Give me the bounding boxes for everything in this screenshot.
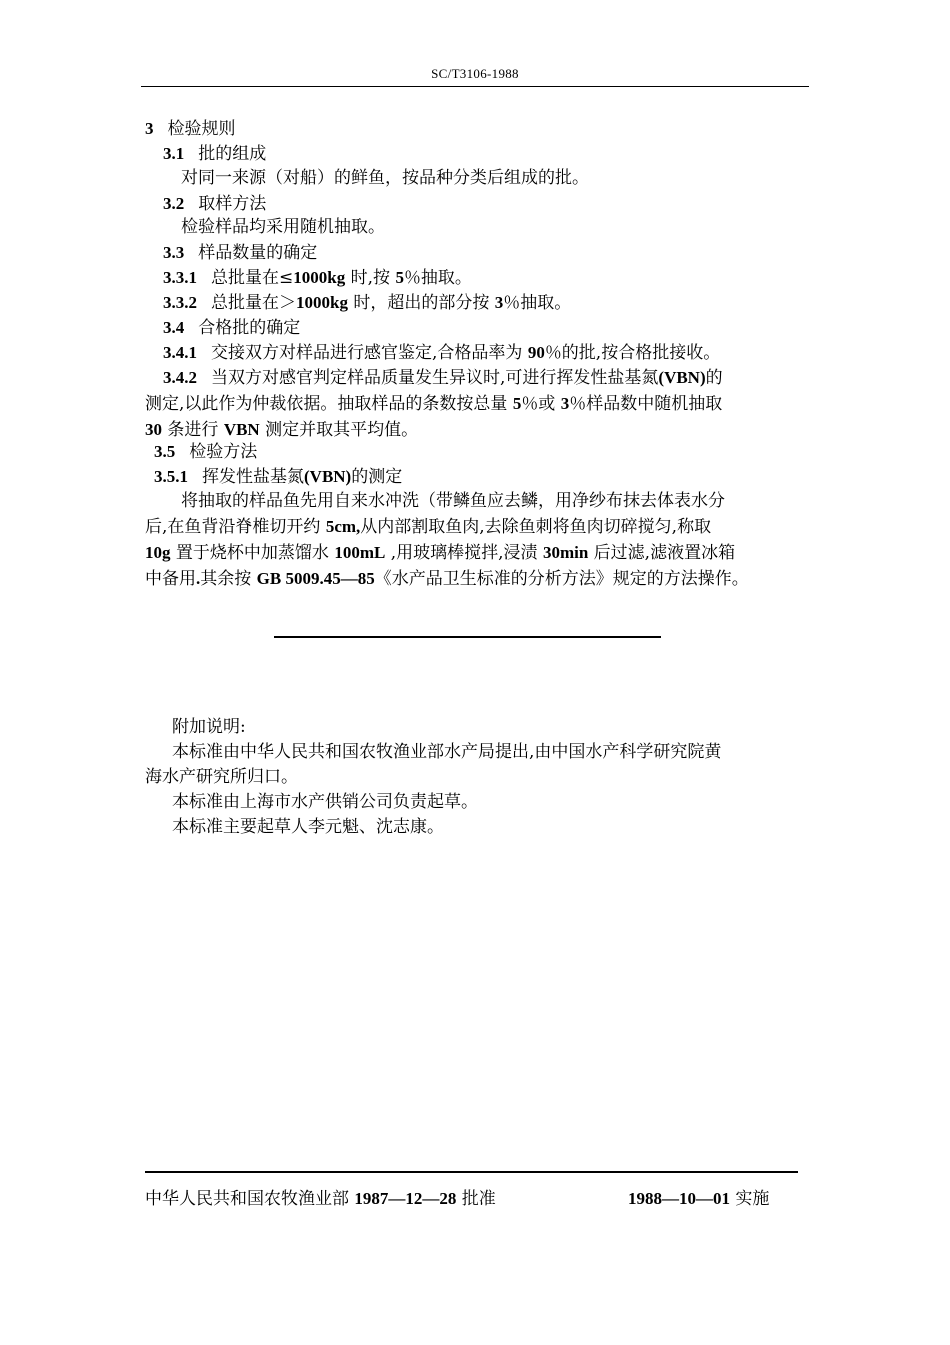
footer-rule: [145, 1171, 798, 1173]
issuer: 中华人民共和国农牧渔业部: [145, 1189, 355, 1209]
section-number: 3.1: [163, 144, 185, 163]
text-run: 时，超出的部分按: [347, 293, 495, 313]
text-run: 后,在鱼背沿脊椎切开约: [145, 517, 326, 537]
text-run: 从内部割取鱼肉,去除鱼刺将鱼肉切碎搅匀,称取: [360, 517, 712, 537]
section-number: 3.4.1: [163, 343, 197, 362]
text-run: 的测定: [351, 467, 403, 487]
section-3-3-heading: [163, 240, 317, 266]
section-3-1-body: 对同一来源（对船）的鲜鱼，按品种分类后组成的批。: [181, 168, 589, 188]
section-number: 3.4.2: [163, 368, 197, 387]
section-3-5-1-body: [145, 489, 809, 592]
text-run: ,用玻璃棒搅拌,浸渍: [385, 543, 543, 563]
bold-run: 5: [395, 268, 404, 287]
text-run: 交接双方对样品进行感官鉴定,合格品率为: [211, 343, 528, 363]
section-3-4-2: [145, 365, 809, 443]
text-run: ％样品数中随机抽取: [569, 394, 723, 414]
text-run: 总批量在＞: [211, 293, 296, 313]
footer-effective: [628, 1186, 769, 1212]
bold-run: 3: [494, 293, 504, 312]
bold-run: .: [196, 569, 201, 588]
section-title: 样品数量的确定: [198, 243, 318, 263]
section-3-2-heading: [163, 191, 266, 217]
text-run: 挥发性盐基氮: [202, 467, 304, 487]
notes-paragraph-3: 本标准主要起草人李元魁、沈志康。: [172, 817, 444, 837]
text-run: 时,按: [345, 268, 396, 288]
end-of-text-rule: [274, 636, 661, 638]
bold-run: 30: [145, 420, 162, 439]
footer-approval: [145, 1186, 496, 1212]
para-line: 本标准由中华人民共和国农牧渔业部水产局提出,由中国水产科学研究院黄: [172, 742, 722, 762]
bold-run: 10g: [145, 543, 171, 562]
section-number: 3.2: [163, 194, 185, 213]
para-line: 将抽取的样品鱼先用自来水冲洗（带鳞鱼应去鳞，用净纱布抹去体表水分: [181, 491, 725, 511]
section-number: 3.5.1: [154, 467, 188, 486]
section-number: 3.3.2: [163, 293, 197, 312]
bold-run: (VBN): [304, 467, 352, 486]
text-run: 《水产品卫生标准的分析方法》规定的方法操作。: [374, 569, 749, 589]
approve-label: 批准: [456, 1189, 496, 1209]
para-line: 海水产研究所归口。: [145, 767, 298, 787]
text-run: 总批量在≤: [211, 268, 294, 288]
approve-date: 1987—12—28: [354, 1189, 457, 1208]
bold-run: (VBN): [658, 368, 706, 387]
standard-code: SC/T3106-1988: [431, 66, 519, 81]
bold-run: 1000kg: [293, 268, 346, 287]
effective-date: 1988—10—01: [628, 1189, 730, 1208]
text-run: 的: [705, 368, 723, 388]
section-3-3-1: [163, 265, 472, 291]
header-rule: [141, 86, 809, 87]
section-title: 合格批的确定: [198, 318, 301, 338]
section-number: 3.3: [163, 243, 185, 262]
section-3-4-heading: [163, 315, 300, 341]
section-title: 批的组成: [198, 144, 267, 164]
text-run: ％或: [521, 394, 561, 414]
section-3-2-body: 检验样品均采用随机抽取。: [181, 217, 385, 237]
text-run: 中备用: [145, 569, 196, 589]
section-title: 检验方法: [189, 442, 258, 462]
section-3-heading: [145, 116, 236, 142]
bold-run: 3: [560, 394, 570, 413]
text-run: 置于烧杯中加蒸馏水: [170, 543, 335, 563]
bold-run: 5: [512, 394, 522, 413]
text-run: 测定并取其平均值。: [259, 420, 419, 440]
text-run: ％抽取。: [403, 268, 472, 288]
text-run: ％抽取。: [503, 293, 572, 313]
section-3-5-1-heading: [154, 464, 402, 490]
section-number: 3.3.1: [163, 268, 197, 287]
section-3-5-heading: [154, 439, 257, 465]
bold-run: 90: [527, 343, 545, 362]
text-run: ％的批,按合格批接收。: [544, 343, 721, 363]
text-run: 测定,以此作为仲裁依据。抽取样品的条数按总量: [145, 394, 513, 414]
notes-paragraph-1: [145, 740, 809, 790]
para-line: [145, 540, 809, 566]
section-number: 3.4: [163, 318, 185, 337]
bold-run: GB 5009.45—85: [256, 569, 375, 588]
section-3-1-heading: [163, 141, 266, 167]
section-number: 3.5: [154, 442, 176, 461]
section-number: 3: [145, 119, 154, 138]
section-title: 取样方法: [198, 194, 267, 214]
section-3-3-2: [163, 290, 571, 316]
para-line: [145, 566, 809, 592]
effective-label: 实施: [730, 1189, 770, 1209]
bold-run: 5cm,: [325, 517, 361, 536]
text-run: 当双方对感官判定样品质量发生异议时,可进行挥发性盐基氮: [211, 368, 659, 388]
bold-run: VBN: [223, 420, 260, 439]
text-run: 条进行: [162, 420, 224, 440]
bold-run: 100mL: [334, 543, 386, 562]
text-run: 其余按: [200, 569, 257, 589]
section-3-4-1: [163, 340, 720, 366]
text-run: 后过滤,滤液置冰箱: [588, 543, 736, 563]
para-line: [145, 391, 809, 417]
bold-run: 30min: [542, 543, 589, 562]
para-line: [145, 514, 809, 540]
notes-title: 附加说明:: [172, 717, 246, 737]
notes-paragraph-2: 本标准由上海市水产供销公司负责起草。: [172, 792, 478, 812]
bold-run: 1000kg: [296, 293, 348, 312]
para-line: [145, 365, 809, 391]
section-title: 检验规则: [167, 119, 236, 139]
